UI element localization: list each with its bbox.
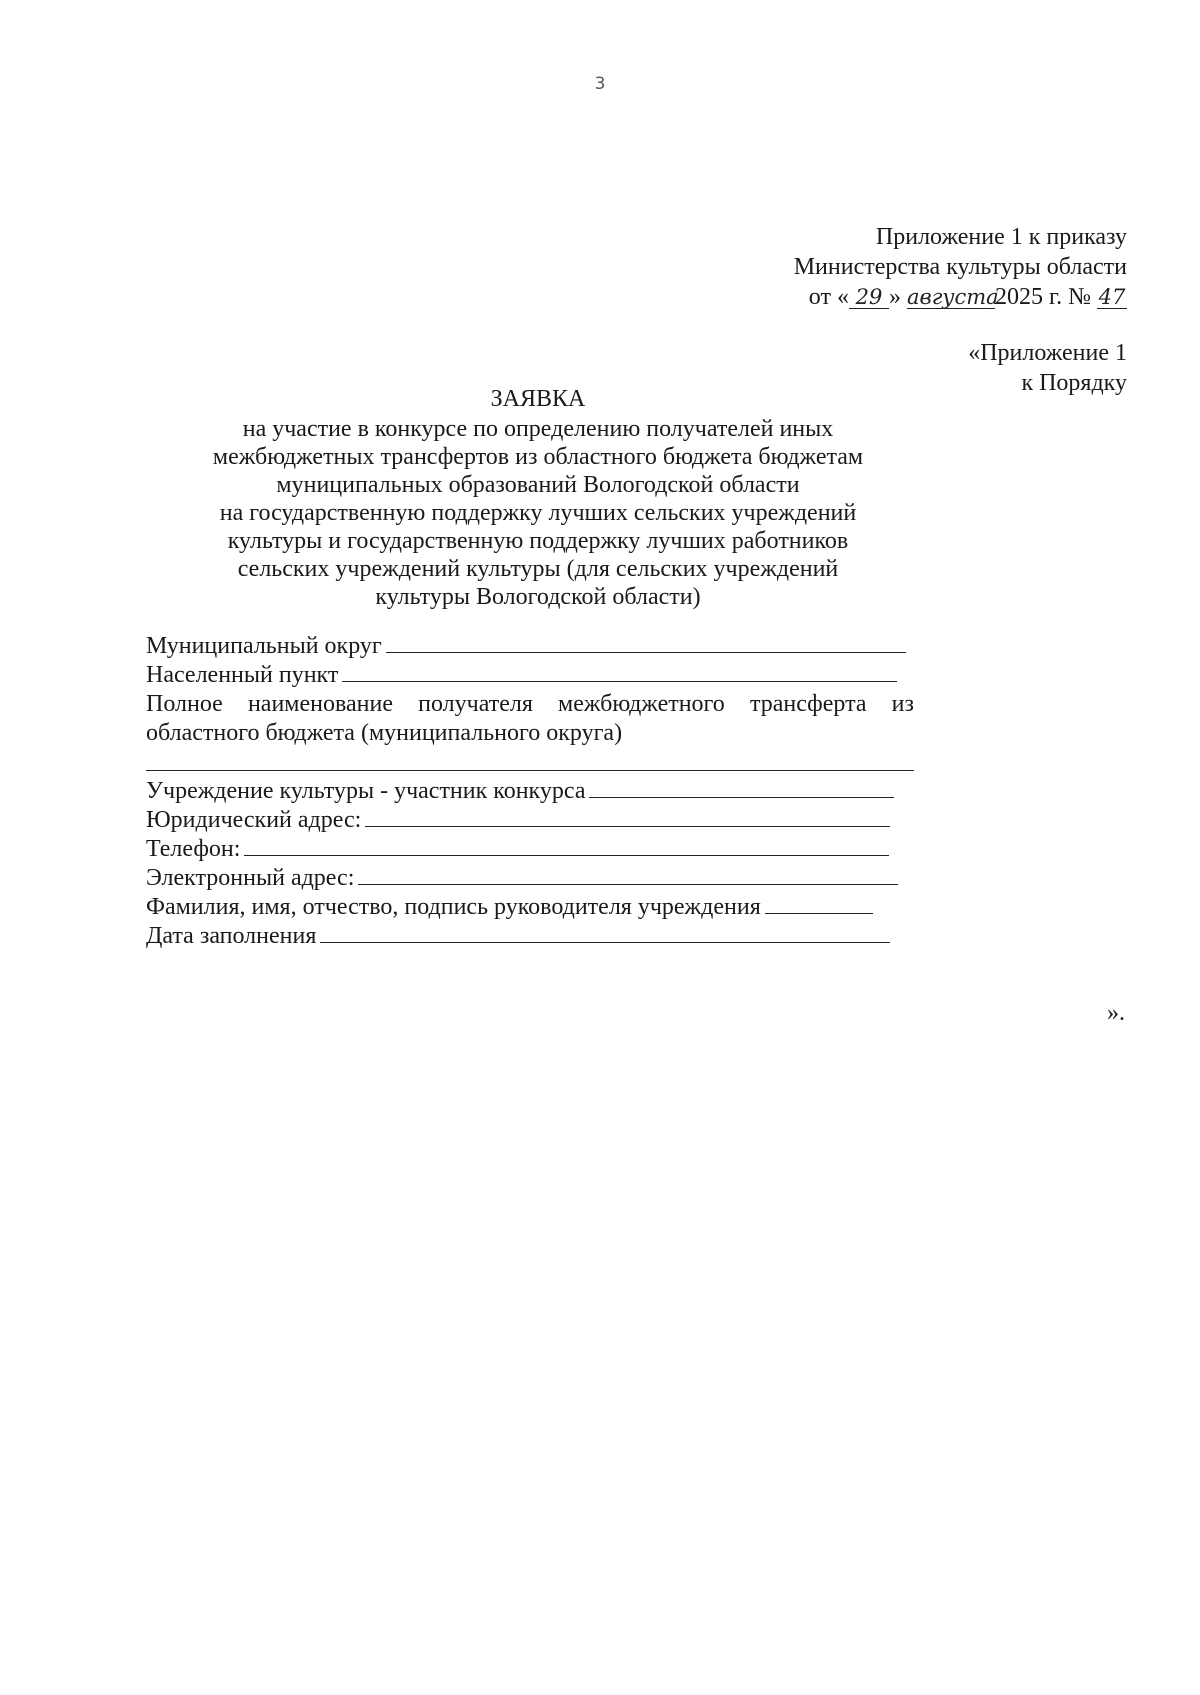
date-year: 2025 г. №: [994, 284, 1091, 310]
date-quote-close: »: [888, 284, 901, 310]
email-blank[interactable]: [358, 864, 898, 885]
appendix-line-1: «Приложение 1: [968, 340, 1127, 366]
approval-date-line: [794, 282, 1127, 312]
settlement-label: Населенный пункт: [146, 662, 339, 688]
legal-address-blank[interactable]: [365, 806, 890, 827]
title-line: на участие в конкурсе по определению получателей иных: [242, 416, 834, 442]
fill-date-blank[interactable]: [320, 922, 890, 943]
title-line: культуры и государственную поддержку лучших работников: [227, 528, 849, 554]
handwritten-month: августа: [906, 285, 999, 309]
title-line: муниципальных образований Вологодской области: [276, 472, 800, 498]
appendix-line-2: к Порядку: [1021, 370, 1127, 396]
head-signature-label: Фамилия, имя, отчество, подпись руководителя учреждения: [146, 894, 761, 920]
approval-line-ministry: Министерства культуры области: [793, 254, 1127, 280]
municipal-district-label: Муниципальный округ: [146, 633, 382, 659]
recipient-blank[interactable]: [146, 748, 914, 771]
title-line: сельских учреждений культуры (для сельских учреждений: [237, 556, 839, 582]
recipient-label-line-1: Полное наименование получателя межбюджетного трансферта из: [146, 691, 914, 717]
fill-date-label: Дата заполнения: [146, 923, 317, 949]
field-institution: [146, 777, 914, 806]
field-settlement: [146, 661, 914, 690]
email-label: Электронный адрес:: [146, 865, 355, 891]
institution-label: Учреждение культуры - участник конкурса: [146, 778, 586, 804]
title-line: межбюджетных трансфертов из областного бюджета бюджетам: [212, 444, 864, 470]
settlement-blank[interactable]: [342, 661, 897, 682]
institution-blank[interactable]: [589, 777, 894, 798]
field-phone: [146, 835, 914, 864]
application-form: [146, 632, 914, 951]
application-title: [148, 385, 928, 611]
page-number: 3: [594, 74, 606, 94]
head-signature-blank[interactable]: [765, 893, 873, 914]
title-line: культуры Вологодской области): [375, 584, 701, 610]
appendix-block: [968, 338, 1127, 398]
approval-line-order: Приложение 1 к приказу: [875, 224, 1127, 250]
handwritten-day: 29: [849, 286, 889, 309]
recipient-label-line-2: областного бюджета (муниципального округа): [146, 720, 623, 746]
legal-address-label: Юридический адрес:: [146, 807, 362, 833]
closing-quote: ».: [1107, 1000, 1125, 1026]
approval-block: [794, 222, 1127, 312]
phone-label: Телефон:: [146, 836, 241, 862]
field-municipal-district: [146, 632, 914, 661]
field-head-signature: [146, 893, 914, 922]
title-heading: ЗАЯВКА: [490, 386, 586, 412]
field-email: [146, 864, 914, 893]
date-prefix: от «: [808, 284, 849, 310]
field-fill-date: [146, 922, 914, 951]
field-legal-address: [146, 806, 914, 835]
handwritten-order-number: 47: [1098, 285, 1126, 309]
title-line: на государственную поддержку лучших сельских учреждений: [219, 500, 857, 526]
phone-blank[interactable]: [244, 835, 889, 856]
municipal-district-blank[interactable]: [386, 632, 906, 653]
